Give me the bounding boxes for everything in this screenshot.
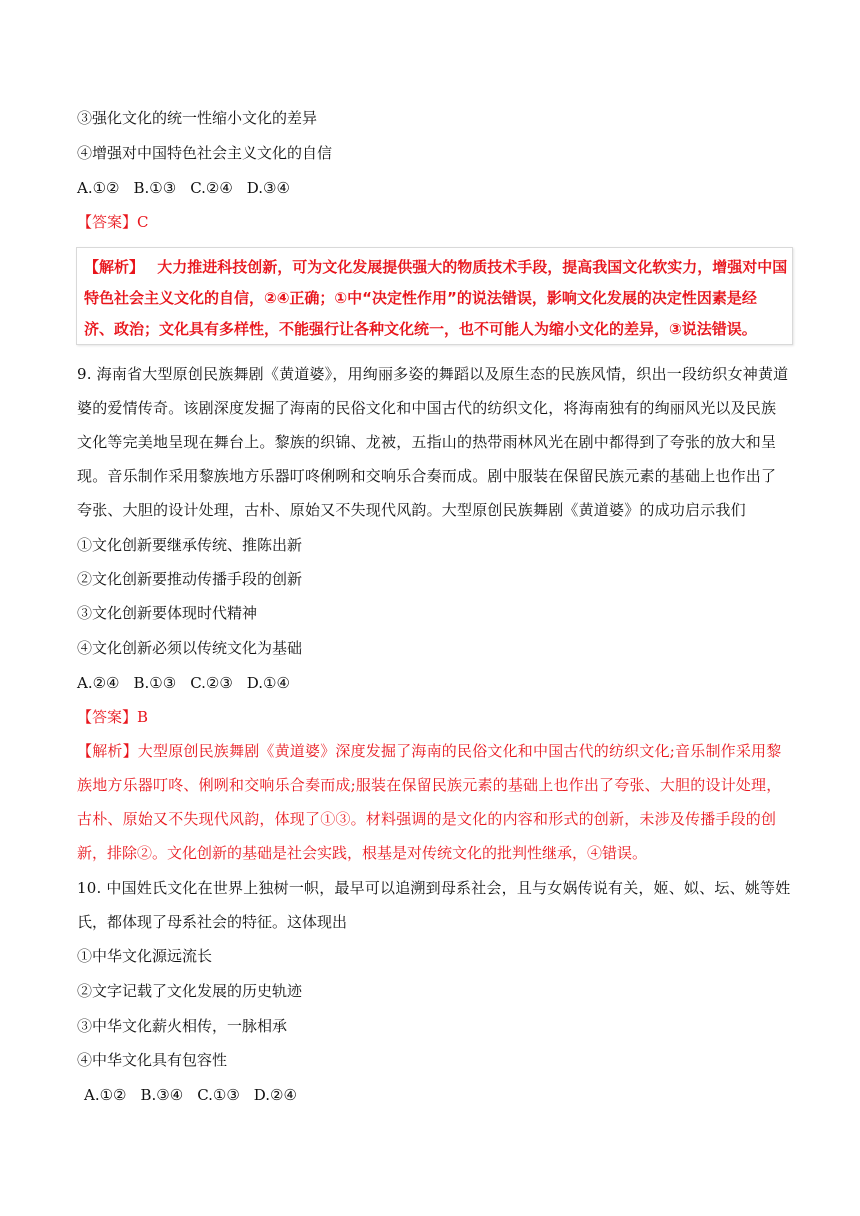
q10-stem-line-2: 氏，都体现了母系社会的特征。这体现出 [77,913,348,931]
q9-option-3: ③文化创新要体现时代精神 [77,604,258,622]
q9-choice-d: D.①④ [246,674,290,692]
q8-option-3: ③强化文化的统一性缩小文化的差异 [77,109,318,127]
q10-choice-a: A.①② [84,1086,127,1104]
q9-choice-a: A.②④ [77,674,120,692]
q9-analysis-line-3: 古朴、原始又不失现代风韵，体现了①③。材料强调的是文化的内容和形式的创新，未涉及传播手段的创 [77,810,777,828]
q8-choice-c: C.②④ [190,179,233,197]
q10-choice-d: D.②④ [253,1086,297,1104]
q9-stem-line-1: 9. 海南省大型原创民族舞剧《黄道婆》，用绚丽多姿的舞蹈以及原生态的民族风情，织出一段纺织女神黄道 [77,365,789,383]
q8-analysis-line-3: 济、政治；文化具有多样性，不能强行让各种文化统一，也不可能人为缩小文化的差异，③说法错误。 [84,320,757,338]
q8-choice-a: A.①② [77,179,120,197]
q10-choice-b: B.③④ [140,1086,184,1104]
q9-stem-line-4: 现。音乐制作采用黎族地方乐器叮咚俐咧和交响乐合奏而成。剧中服装在保留民族元素的基础上也作出了 [77,467,777,485]
q9-stem-line-5: 夸张、大胆的设计处理，古朴、原始又不失现代风韵。大型原创民族舞剧《黄道婆》的成功启示我们 [77,501,746,519]
q10-option-4: ④中华文化具有包容性 [77,1051,228,1069]
q8-analysis-label: 【解析】 [84,258,145,276]
q10-option-2: ②文字记载了文化发展的历史轨迹 [77,982,303,1000]
q10-option-3: ③中华文化薪火相传，一脉相承 [77,1017,288,1035]
q8-choices [77,178,290,198]
q8-option-4: ④增强对中国特色社会主义文化的自信 [77,144,333,162]
q9-option-4: ④文化创新必须以传统文化为基础 [77,639,303,657]
q10-option-1: ①中华文化源远流长 [77,947,213,965]
q8-choice-b: B.①③ [133,179,177,197]
q9-stem-line-3: 文化等完美地呈现在舞台上。黎族的织锦、龙被，五指山的热带雨林风光在剧中都得到了夸张的放大和呈 [77,433,777,451]
q8-answer: 【答案】C [77,213,149,231]
q9-choice-c: C.②③ [190,674,233,692]
q10-stem-line-1: 10. 中国姓氏文化在世界上独树一帜，最早可以追溯到母系社会，且与女娲传说有关，姬、姒、坛、姚等姓 [77,879,791,897]
q9-option-2: ②文化创新要推动传播手段的创新 [77,570,303,588]
q8-analysis-line-2: 特色社会主义文化的自信，②④正确；①中“决定性作用”的说法错误，影响文化发展的决定性因素是经 [84,289,757,307]
q10-choice-c: C.①③ [197,1086,240,1104]
q8-analysis-box [76,247,793,345]
q9-choice-b: B.①③ [133,674,177,692]
q9-answer: 【答案】B [77,708,149,726]
q9-option-1: ①文化创新要继承传统、推陈出新 [77,536,303,554]
q10-choices [84,1085,297,1105]
q8-choice-d: D.③④ [246,179,290,197]
q9-analysis-line-4: 新，排除②。文化创新的基础是社会实践，根基是对传统文化的批判性继承，④错误。 [77,844,648,862]
q9-stem-line-2: 婆的爱情传奇。该剧深度发掘了海南的民俗文化和中国古代的纺织文化，将海南独有的绚丽风光以及民族 [77,399,777,417]
q8-analysis-line-1 [84,257,787,277]
q9-analysis-line-1: 【解析】大型原创民族舞剧《黄道婆》深度发掘了海南的民俗文化和中国古代的纺织文化;音乐制作采用黎 [77,742,782,760]
q9-analysis-line-2: 族地方乐器叮咚、俐咧和交响乐合奏而成;服装在保留民族元素的基础上也作出了夸张、大胆的设计处理， [77,776,782,794]
q9-choices [77,673,290,693]
q8-analysis-text-1: 大力推进科技创新，可为文化发展提供强大的物质技术手段，提高我国文化软实力，增强对中国 [157,258,788,276]
